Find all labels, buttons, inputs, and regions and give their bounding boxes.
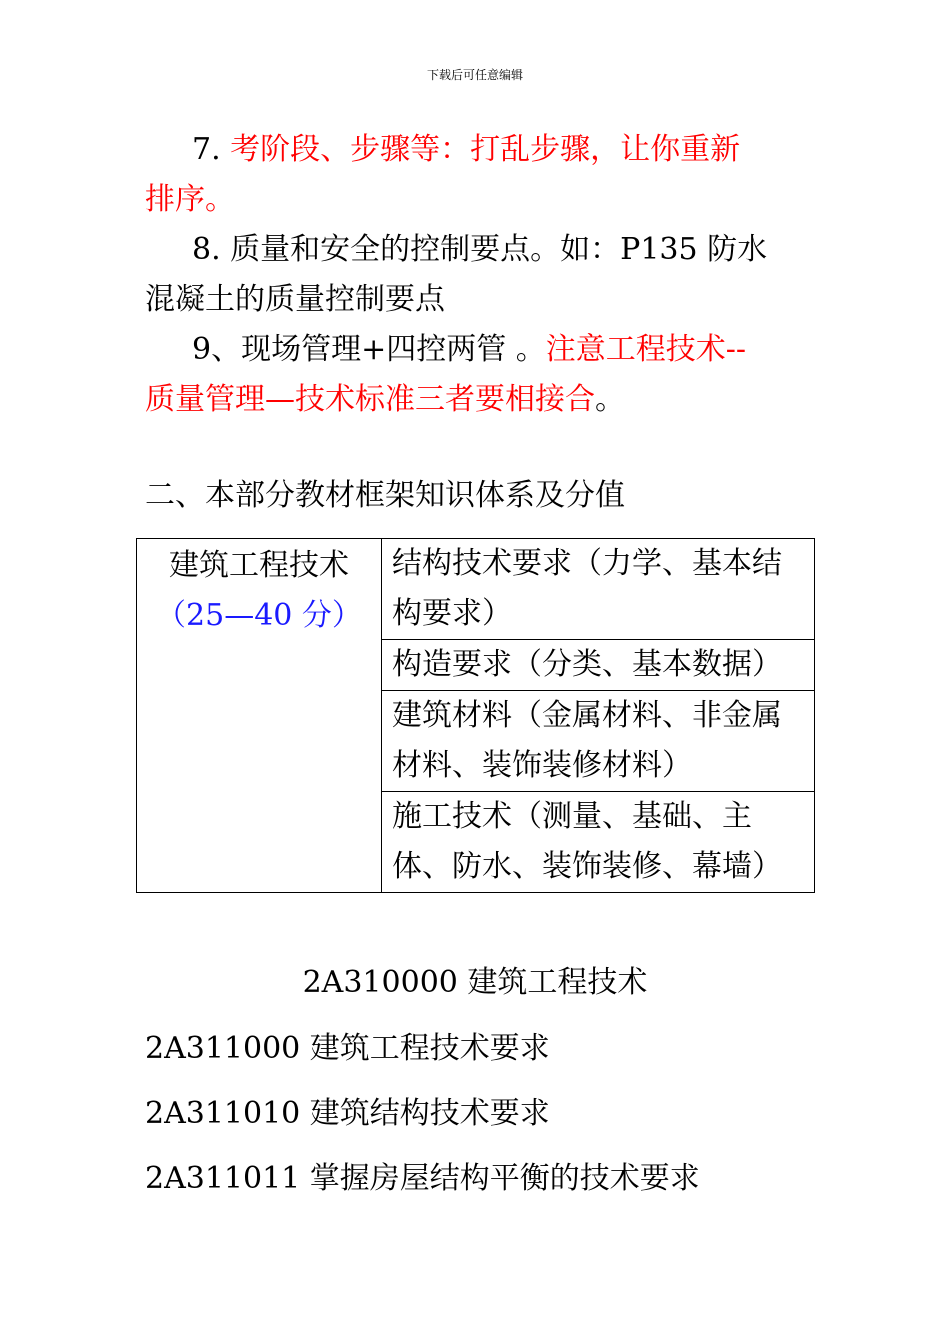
chapter-heading: 2A310000 建筑工程技术 bbox=[302, 965, 648, 1000]
item-8-line-1: 8. 质量和安全的控制要点。如：P135 防水 bbox=[192, 232, 768, 267]
topic-line: 构造要求（分类、基本数据） bbox=[392, 647, 782, 682]
item-7-number: 7. bbox=[192, 132, 221, 167]
item-7-text: 考阶段、步骤等：打乱步骤，让你重新 bbox=[230, 132, 741, 167]
section-title: 二、本部分教材框架知识体系及分值 bbox=[145, 478, 625, 513]
item-9-text: 9、现场管理+四控两管 。 bbox=[192, 332, 546, 367]
subject-score: （25—40 分） bbox=[156, 598, 362, 633]
framework-table bbox=[136, 538, 815, 893]
subject-title: 建筑工程技术 bbox=[169, 548, 349, 583]
header-note: 下载后可任意编辑 bbox=[426, 68, 523, 82]
item-9-end: 。 bbox=[595, 382, 625, 417]
topic-line: 施工技术（测量、基础、主 bbox=[392, 799, 752, 834]
table-row bbox=[137, 539, 815, 640]
item-7-line-2: 排序。 bbox=[145, 182, 235, 217]
item-8-line-2: 混凝土的质量控制要点 bbox=[145, 282, 445, 317]
toc-item: 2A311011 掌握房屋结构平衡的技术要求 bbox=[145, 1161, 700, 1196]
topic-line: 建筑材料（金属材料、非金属 bbox=[392, 698, 782, 733]
topic-line: 材料、装饰装修材料） bbox=[392, 748, 692, 783]
topic-line: 体、防水、装饰装修、幕墙） bbox=[392, 849, 782, 884]
topic-line: 结构技术要求（力学、基本结 bbox=[392, 546, 782, 581]
topic-cell bbox=[382, 691, 815, 792]
toc-item: 2A311000 建筑工程技术要求 bbox=[145, 1031, 550, 1066]
item-9-line-1 bbox=[145, 332, 857, 367]
topic-cell bbox=[382, 539, 815, 640]
subject-cell bbox=[137, 539, 382, 893]
item-7-line-1 bbox=[145, 132, 857, 167]
item-9-note-cont: 质量管理—技术标准三者要相接合 bbox=[145, 382, 595, 417]
item-9-line-2 bbox=[145, 382, 810, 417]
topic-cell bbox=[382, 792, 815, 893]
toc-item: 2A311010 建筑结构技术要求 bbox=[145, 1096, 550, 1131]
topic-line: 构要求） bbox=[392, 596, 512, 631]
item-9-note: 注意工程技术-- bbox=[545, 332, 747, 367]
topic-cell bbox=[382, 640, 815, 691]
